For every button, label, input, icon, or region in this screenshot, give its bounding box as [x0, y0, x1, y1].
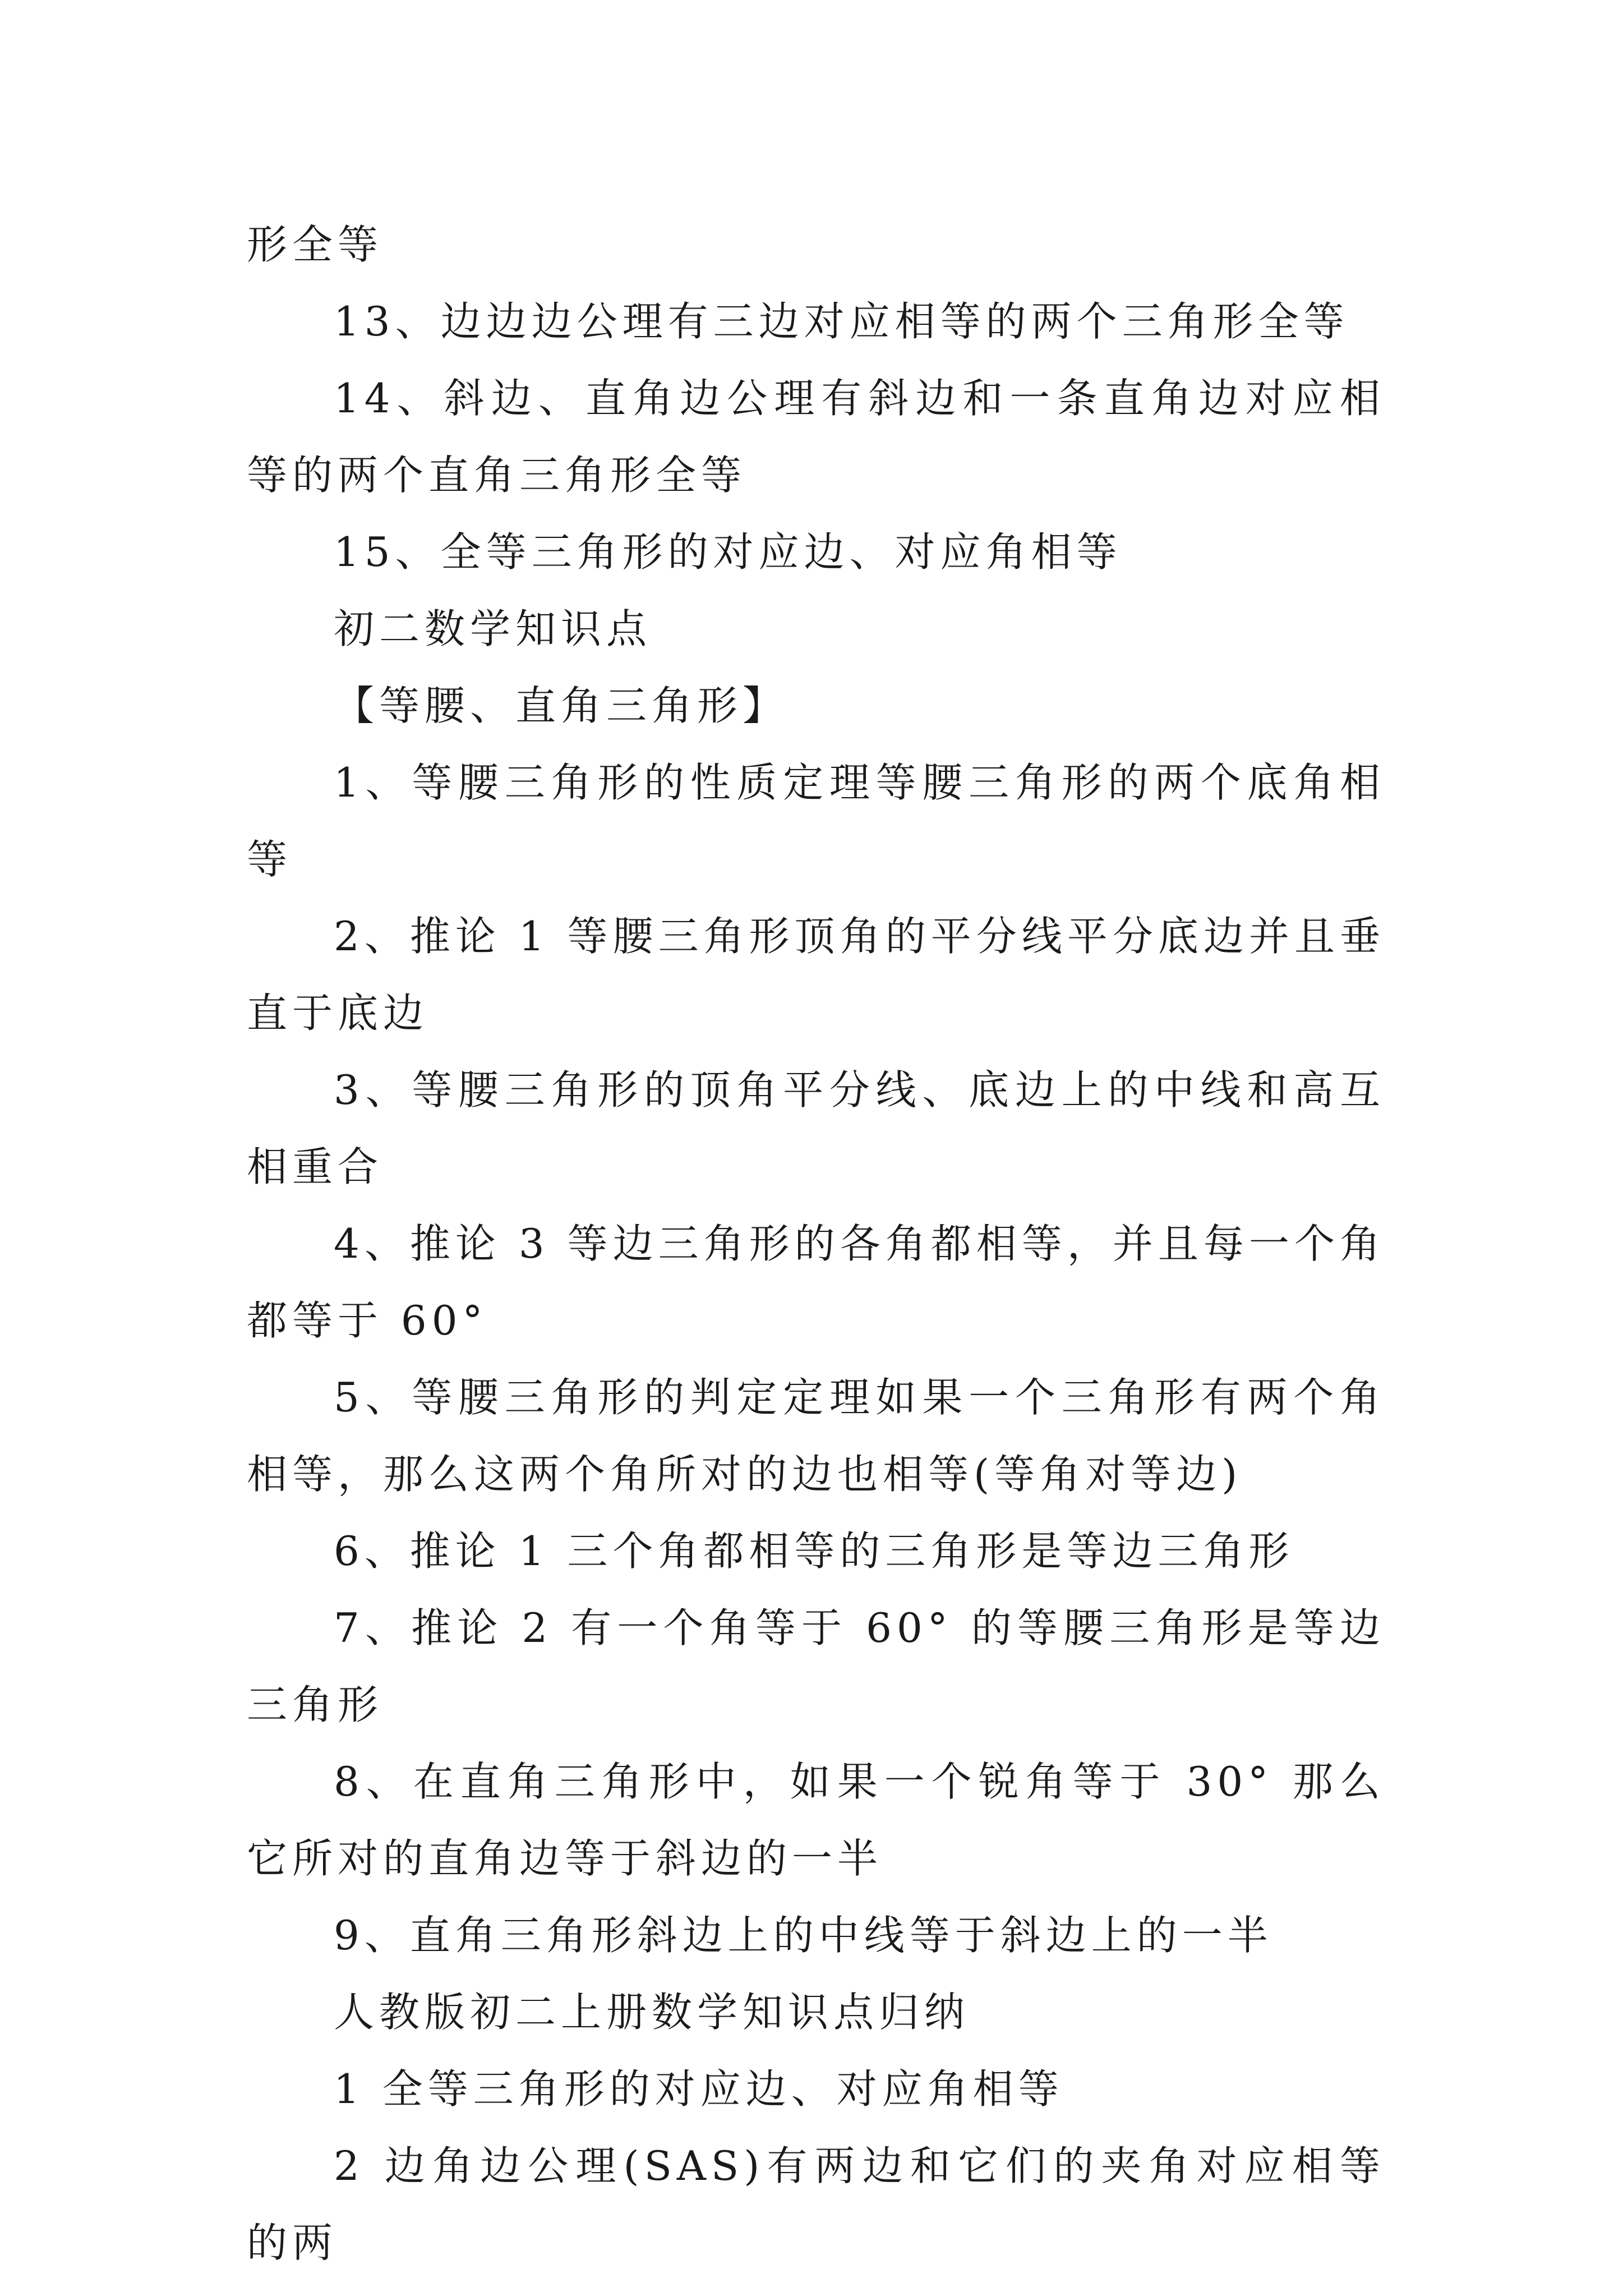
paragraph-item-a1: 1 全等三角形的对应边、对应角相等 [334, 2065, 1064, 2113]
paragraph-item-1: 1、等腰三角形的性质定理等腰三角形的两个底角相等 [247, 759, 1385, 883]
paragraph-item-15: 15、全等三角形的对应边、对应角相等 [334, 528, 1122, 576]
paragraph-item-3: 3、等腰三角形的顶角平分线、底边上的中线和高互相重合 [247, 1066, 1385, 1190]
document-body [247, 206, 1385, 2281]
paragraph-item-14: 14、斜边、直角边公理有斜边和一条直角边对应相等的两个直角三角形全等 [247, 375, 1385, 499]
paragraph-item-4: 4、推论 3 等边三角形的各角都相等，并且每一个角都等于 60° [247, 1220, 1385, 1344]
paragraph-item-a2: 2 边角边公理(SAS)有两边和它们的夹角对应相等的两 [247, 2142, 1385, 2266]
paragraph-item-8: 8、在直角三角形中，如果一个锐角等于 30° 那么它所对的直角边等于斜边的一半 [247, 1758, 1385, 1882]
paragraph-item-7: 7、推论 2 有一个角等于 60° 的等腰三角形是等边三角形 [247, 1604, 1385, 1728]
paragraph-continuation: 形全等 [247, 221, 384, 268]
paragraph-item-13: 13、边边边公理有三边对应相等的两个三角形全等 [334, 298, 1349, 345]
paragraph-item-9: 9、直角三角形斜边上的中线等于斜边上的一半 [334, 1912, 1273, 1959]
subsection-heading: 【等腰、直角三角形】 [334, 682, 789, 729]
section-heading: 初二数学知识点 [334, 605, 652, 652]
paragraph-item-5: 5、等腰三角形的判定定理如果一个三角形有两个角相等，那么这两个角所对的边也相等(等角对等边) [247, 1374, 1385, 1498]
section-heading-2: 人教版初二上册数学知识点归纳 [334, 1989, 970, 2036]
paragraph-item-6: 6、推论 1 三个角都相等的三角形是等边三角形 [334, 1527, 1294, 1575]
paragraph-item-2: 2、推论 1 等腰三角形顶角的平分线平分底边并且垂直于底边 [247, 913, 1385, 1037]
